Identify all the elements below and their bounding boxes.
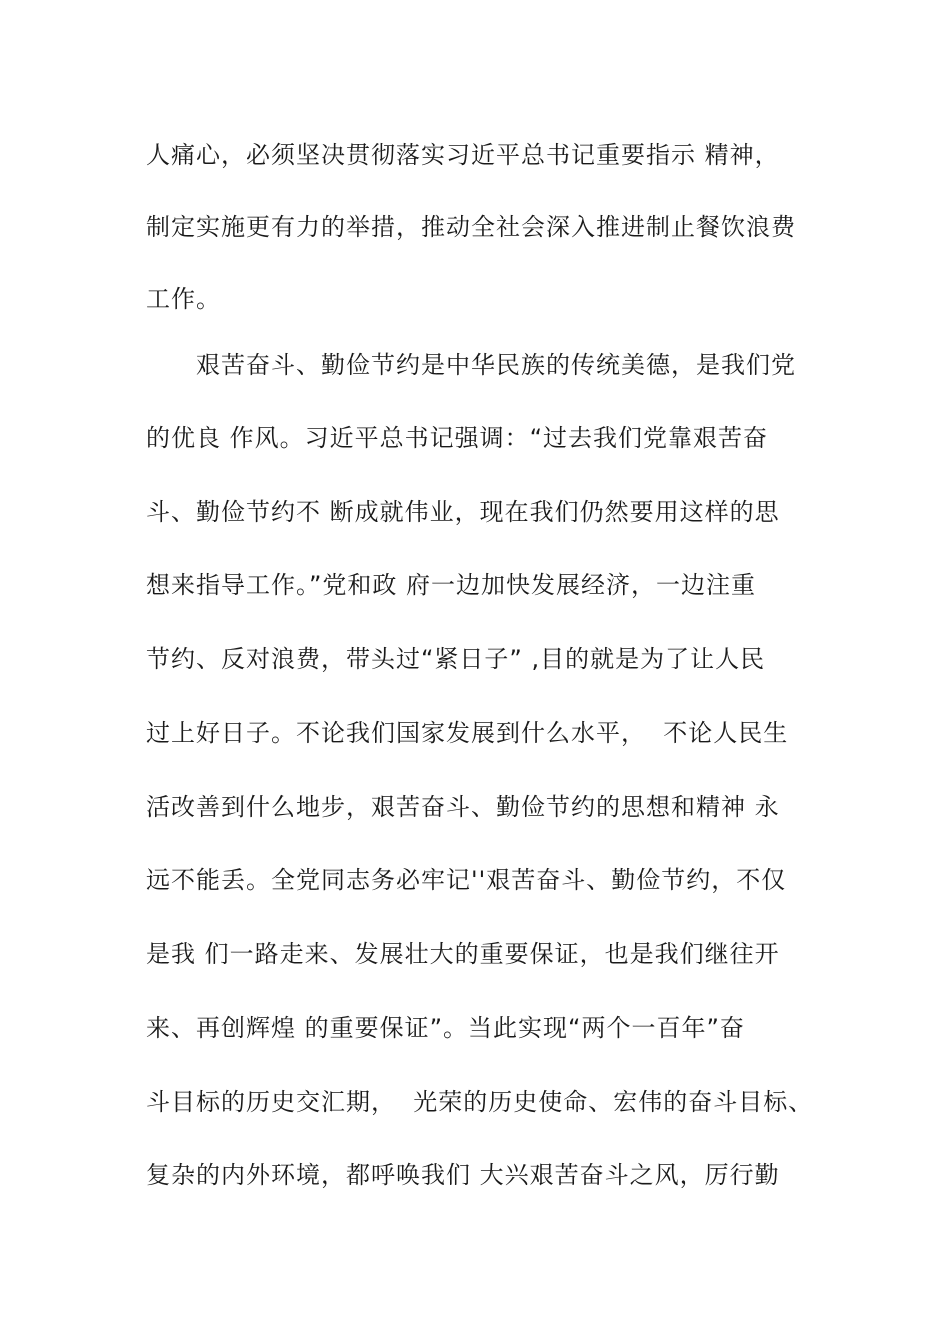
text-line: 远不能丢。全党同志务必牢记''艰苦奋斗、勤俭节约，不仅 bbox=[146, 866, 787, 894]
text-line: 想来指导工作。”党和政 府一边加快发展经济，一边注重 bbox=[146, 571, 757, 599]
text-line: 来、再创辉煌 的重要保证”。当此实现“两个一百年”奋 bbox=[146, 1014, 745, 1042]
text-line: 人痛心，必须坚决贯彻落实习近平总书记重要指示 精神， bbox=[146, 141, 780, 169]
text-line: 节约、反对浪费，带头过“紧日子” ,目的就是为了让人民 bbox=[146, 645, 766, 673]
text-line: 复杂的内外环境，都呼唤我们 大兴艰苦奋斗之风，厉行勤 bbox=[146, 1161, 780, 1189]
text-line: 过上好日子。不论我们国家发展到什么水平， 不论人民生 bbox=[146, 719, 789, 747]
text-line: 工作。 bbox=[146, 285, 221, 313]
text-line: 的优良 作风。习近平总书记强调：“过去我们党靠艰苦奋 bbox=[146, 424, 769, 452]
text-line: 制定实施更有力的举措，推动全社会深入推进制止餐饮浪费 bbox=[146, 213, 796, 241]
text-line: 斗目标的历史交汇期， 光荣的历史使命、宏伟的奋斗目标、 bbox=[146, 1088, 814, 1116]
text-line: 活改善到什么地步，艰苦奋斗、勤俭节约的思想和精神 永 bbox=[146, 793, 780, 821]
text-line: 是我 们一路走来、发展壮大的重要保证，也是我们继往开 bbox=[146, 940, 780, 968]
paragraph-first-line: 艰苦奋斗、勤俭节约是中华民族的传统美德，是我们党 bbox=[196, 351, 796, 379]
text-line: 斗、勤俭节约不 断成就伟业，现在我们仍然要用这样的思 bbox=[146, 498, 780, 526]
